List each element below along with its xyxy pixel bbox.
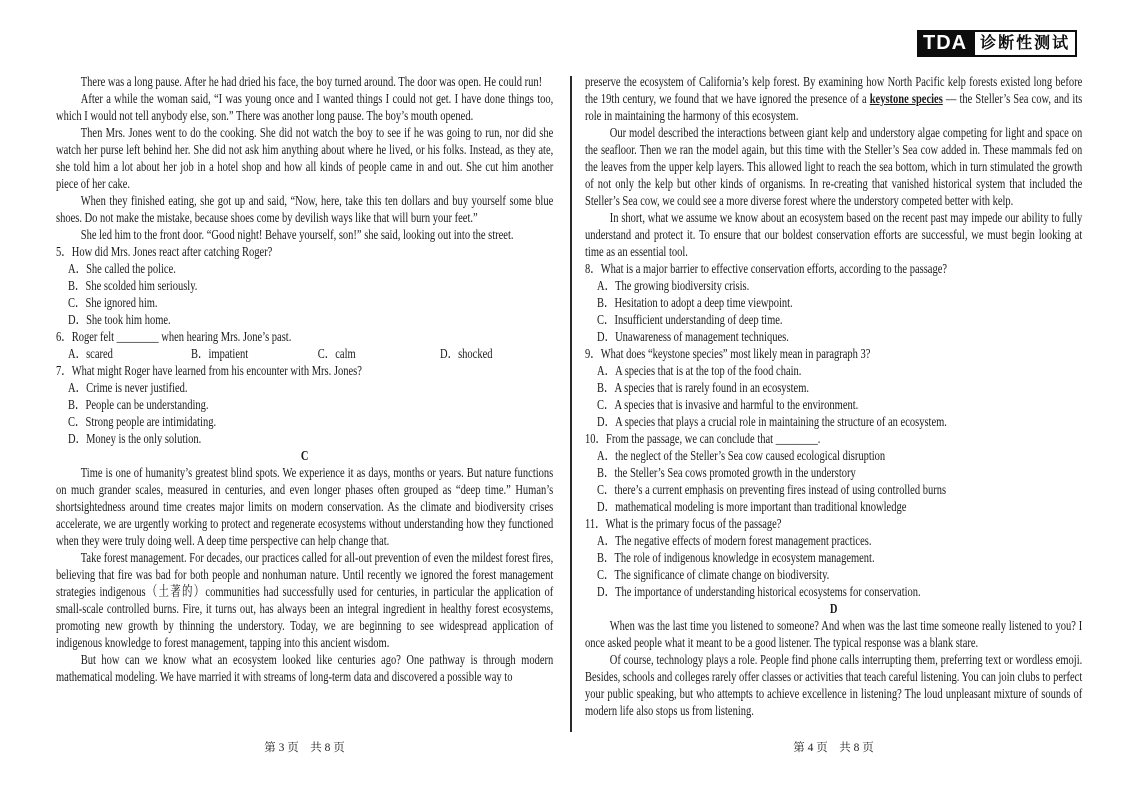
question-5-option-b: B．She scolded him seriously.: [68, 279, 198, 294]
page-number-left: 第 3 页 共 8 页: [264, 742, 345, 754]
question-8-option-d: D．Unawareness of management techniques.: [597, 330, 789, 345]
question-11-option-d: D．The importance of understanding historical ecosystems for conservation.: [597, 585, 921, 600]
passage-c-paragraph: In short, what we assume we know about an ecosystem based on the recent past may impede our ability to fully understand and protect it. To ensure that our boldest conservation efforts are successful, we must begin looking at time as an essential tool.: [585, 211, 1083, 260]
continuation-text-after: — the Steller’s Sea cow, and its role in maintaining the harmony of this ecosystem.: [585, 92, 1083, 124]
question-10-option-c: C．there’s a current emphasis on preventing fires instead of using controlled burns: [597, 483, 947, 498]
question-5-option-a: A．She called the police.: [68, 262, 176, 277]
section-d-heading: D: [829, 602, 838, 617]
passage-c-paragraph: Our model described the interactions between giant kelp and understory algae competing for light and space on the seafloor. Then we ran the model again, but this time with the Steller’s Sea cow added in. These mammals fed on the leaves from the upper kelp layers. This allowed light to reach the sea bottom, which in turn stimulated the growth of not only the kelp but other kinds of organisms. In re-creating that vanished historical system that included the Steller’s Sea cow, we could see a more diverse forest where the understory competed better with kelp.: [585, 126, 1083, 209]
passage-c-continuation: [585, 74, 1082, 125]
question-5-option-d: D．She took him home.: [68, 313, 171, 328]
passage-b-paragraph: Then Mrs. Jones went to do the cooking. She did not watch the boy to see if he was going to run, nor did she watch her purse left behind her. She did not ask him anything about where he lived, or his folks. Instead, as they ate, she told him a lot about her job in a hotel shop and how all kinds of people came in and out. She cut him another piece of her cake.: [56, 126, 554, 192]
keystone-species-term: keystone species: [869, 92, 943, 107]
badge-title-label: 诊断性测试: [973, 30, 1077, 57]
question-6-options-row: [68, 346, 553, 363]
question-5-option-c: C．She ignored him.: [68, 296, 158, 311]
question-6-option-a: A．scared: [68, 347, 113, 362]
continuation-text-before: preserve the ecosystem of California’s kelp forest. By examining how North Pacific kelp forests existed long before the 19th century, we found that we have ignored the presence of a: [585, 75, 1083, 107]
passage-d-paragraph: Of course, technology plays a role. People find phone calls interrupting them, preferring text or wordless emoji. Besides, schools and colleges rarely offer classes or activities that teach careful listening. You can join clubs to perfect your public speaking, but who attempts to achieve excellence in listening? The loud unpleasant mixture of sounds of modern life also stops us from listening.: [585, 653, 1083, 719]
passage-d-paragraph: When was the last time you listened to someone? And when was the last time someone really listened to you? I once asked people what it meant to be a good listener. The typical response was a blank stare.: [585, 619, 1083, 651]
question-6-option-b: B．impatient: [191, 347, 249, 362]
question-8-option-b: B．Hesitation to adopt a deep time viewpoint.: [597, 296, 793, 311]
question-9: 9．What does “keystone species” most likely mean in paragraph 3?: [585, 347, 871, 362]
question-7-option-d: D．Money is the only solution.: [68, 432, 202, 447]
passage-c-paragraph: Take forest management. For decades, our practices called for all-out prevention of even the mildest forest fires, believing that fire was bad for both people and nonhuman nature. Until recently we ignored the forest management strategies indigenous（土著的）communities had successfully used for centuries, in particular the application of small-scale controlled burns. Fire, it turns out, has always been an integral ingredient in healthy forest ecosystems, promoting new growth by thinning the understory. Today, we are beginning to see widespread application of indigenous knowledge to forest management, tapping into this ancient wisdom.: [56, 551, 554, 651]
question-11: 11．What is the primary focus of the passage?: [585, 517, 782, 532]
question-11-option-b: B．The role of indigenous knowledge in ecosystem management.: [597, 551, 875, 566]
passage-c-paragraph: But how can we know what an ecosystem looked like centuries ago? One pathway is through modern mathematical modeling. We have married it with streams of long-term data and discovered a possible way to: [56, 653, 554, 685]
question-6-option-d: D．shocked: [440, 347, 493, 362]
question-9-option-a: A．A species that is at the top of the food chain.: [597, 364, 802, 379]
right-column: [585, 74, 1082, 720]
passage-b-paragraph: There was a long pause. After he had dried his face, the boy turned around. The door was open. He could run!: [80, 75, 543, 90]
question-5: 5．How did Mrs. Jones react after catching Roger?: [56, 245, 273, 260]
passage-b-paragraph: She led him to the front door. “Good night! Behave yourself, son!” she said, looking out into the street.: [80, 228, 514, 243]
question-6-option-c: C．calm: [317, 347, 356, 362]
question-11-option-a: A．The negative effects of modern forest management practices.: [597, 534, 872, 549]
question-7-option-a: A．Crime is never justified.: [68, 381, 188, 396]
question-10: 10．From the passage, we can conclude that ________.: [585, 432, 821, 447]
question-10-option-a: A．the neglect of the Steller’s Sea cow caused ecological disruption: [597, 449, 886, 464]
question-8-option-c: C．Insufficient understanding of deep time.: [597, 313, 783, 328]
question-7-option-b: B．People can be understanding.: [68, 398, 209, 413]
left-column: [56, 74, 553, 686]
question-11-option-c: C．The significance of climate change on biodiversity.: [597, 568, 830, 583]
question-9-option-b: B．A species that is rarely found in an ecosystem.: [597, 381, 810, 396]
tda-logo: TDA: [917, 30, 973, 57]
question-7: 7．What might Roger have learned from his encounter with Mrs. Jones?: [56, 364, 362, 379]
question-9-option-d: D．A species that plays a crucial role in maintaining the structure of an ecosystem.: [597, 415, 947, 430]
passage-b-paragraph: After a while the woman said, “I was young once and I wanted things I could not get. I have done things too, which I would not tell anybody else, son.” There was another long pause. The boy’s mouth opened.: [56, 92, 554, 124]
question-7-option-c: C．Strong people are intimidating.: [68, 415, 217, 430]
page-number-right: 第 4 页 共 8 页: [793, 742, 874, 754]
passage-b-paragraph: When they finished eating, she got up and said, “Now, here, take this ten dollars and buy yourself some blue shoes. Do not make the mistake, because shoes come by devilish ways like that will burn your feet.”: [56, 194, 554, 226]
question-9-option-c: C．A species that is invasive and harmful to the environment.: [597, 398, 859, 413]
question-10-option-b: B．the Steller’s Sea cows promoted growth in the understory: [597, 466, 856, 481]
column-divider: [570, 76, 572, 732]
question-6: 6．Roger felt ________ when hearing Mrs. Jone’s past.: [56, 330, 292, 345]
passage-c-paragraph: Time is one of humanity’s greatest blind spots. We experience it as days, months or years. But nature functions on much grander scales, measured in centuries, and even longer phases often grouped as “deep time.” Human’s shortsightedness around time creates major limits on modern conservation. As the climate and biodiversity crises accelerate, we are urgently working to protect and regenerate ecosystems without understanding how they functioned when they were truly doing well. A deep time perspective can help change that.: [56, 466, 554, 549]
section-c-heading: C: [300, 449, 309, 464]
question-10-option-d: D．mathematical modeling is more important than traditional knowledge: [597, 500, 907, 515]
exam-brand-badge: [917, 30, 1077, 57]
question-8: 8．What is a major barrier to effective conservation efforts, according to the passage?: [585, 262, 948, 277]
question-8-option-a: A．The growing biodiversity crisis.: [597, 279, 750, 294]
